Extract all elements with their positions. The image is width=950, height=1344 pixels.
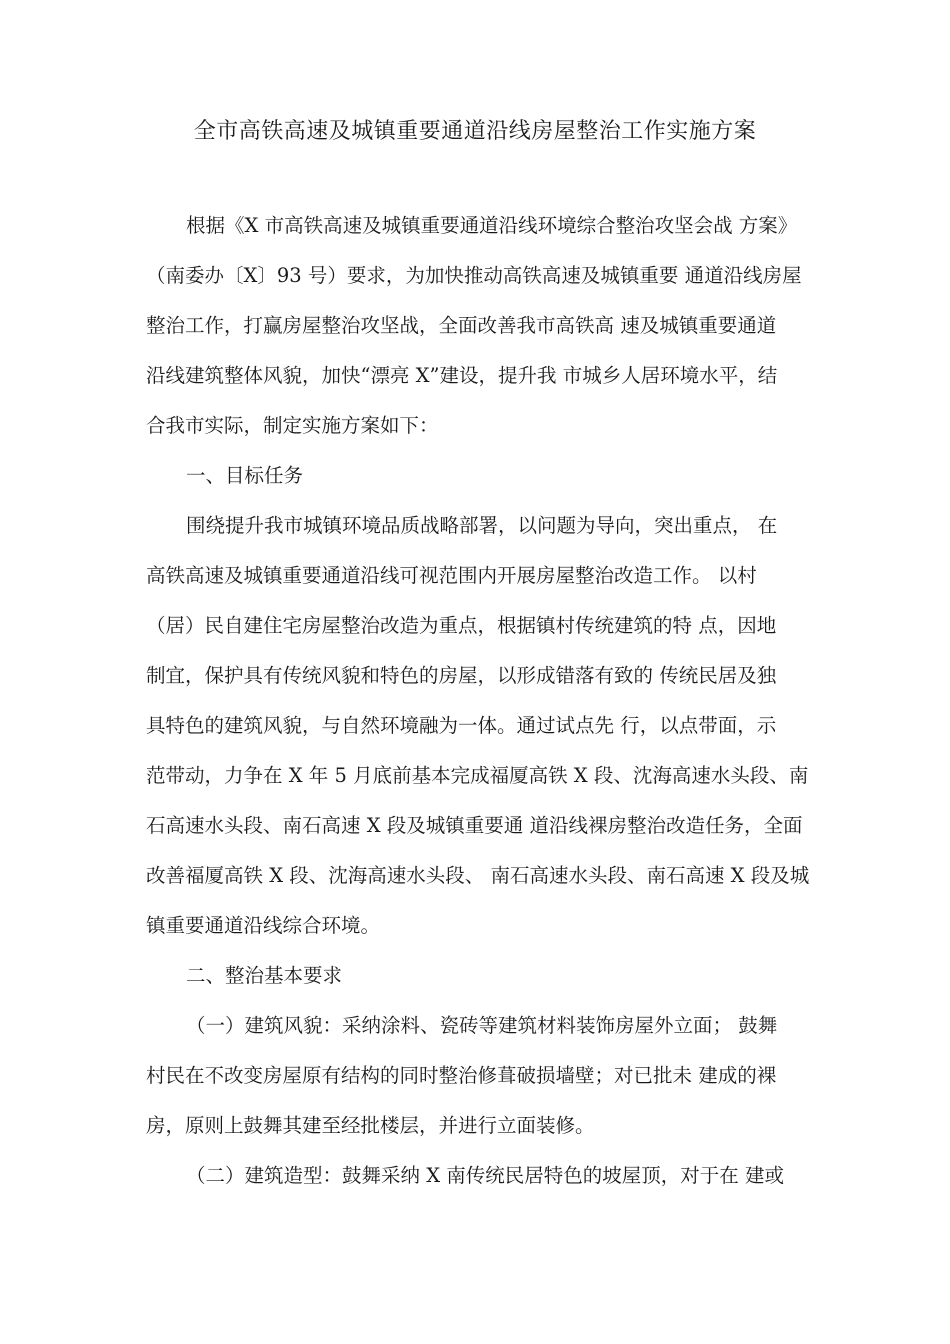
paragraph-line: （南委办〔X〕93 号）要求，为加快推动高铁高速及城镇重要 通道沿线房屋 [146,264,802,287]
paragraph-line: （二）建筑造型：鼓舞采纳 X 南传统民居特色的坡屋顶，对于在 建或 [186,1164,784,1187]
paragraph-line: 范带动，力争在 X 年 5 月底前基本完成福厦高铁 X 段、沈海高速水头段、南 [146,764,809,787]
paragraph-line: 合我市实际，制定实施方案如下： [146,414,439,437]
paragraph-line: 具特色的建筑风貌，与自然环境融为一体。通过试点先 行，以点带面，示 [146,714,777,737]
section-heading-requirements: 二、整治基本要求 [186,964,343,987]
paragraph-line: 制宜，保护具有传统风貌和特色的房屋，以形成错落有致的 传统民居及独 [146,664,777,687]
paragraph-line: 高铁高速及城镇重要通道沿线可视范围内开展房屋整治改造工作。 以村 [146,564,757,587]
paragraph-line: 镇重要通道沿线综合环境。 [146,914,381,937]
paragraph-line: 房，原则上鼓舞其建至经批楼层，并进行立面装修。 [146,1114,595,1137]
paragraph-line: 围绕提升我市城镇环境品质战略部署，以问题为导向，突出重点， 在 [186,514,778,537]
paragraph-line: 石高速水头段、南石高速 X 段及城镇重要通 道沿线裸房整治改造任务，全面 [146,814,803,837]
paragraph-line: 村民在不改变房屋原有结构的同时整治修葺破损墙壁；对已批未 建成的裸 [146,1064,777,1087]
paragraph-line: （一）建筑风貌：采纳涂料、瓷砖等建筑材料装饰房屋外立面； 鼓舞 [186,1014,778,1037]
paragraph-line: 沿线建筑整体风貌，加快“漂亮 X”建设，提升我 市城乡人居环境水平，结 [146,364,778,387]
document-title: 全市高铁高速及城镇重要通道沿线房屋整治工作实施方案 [193,119,757,144]
paragraph-line: 根据《X 市高铁高速及城镇重要通道沿线环境综合整治攻坚会战 方案》 [186,214,798,237]
paragraph-line: 整治工作，打赢房屋整治攻坚战，全面改善我市高铁高 速及城镇重要通道 [146,314,777,337]
paragraph-line: 改善福厦高铁 X 段、沈海高速水头段、 南石高速水头段、南石高速 X 段及城 [146,864,810,887]
section-heading-goals: 一、目标任务 [186,464,304,487]
paragraph-line: （居）民自建住宅房屋整治改造为重点，根据镇村传统建筑的特 点，因地 [146,614,777,637]
